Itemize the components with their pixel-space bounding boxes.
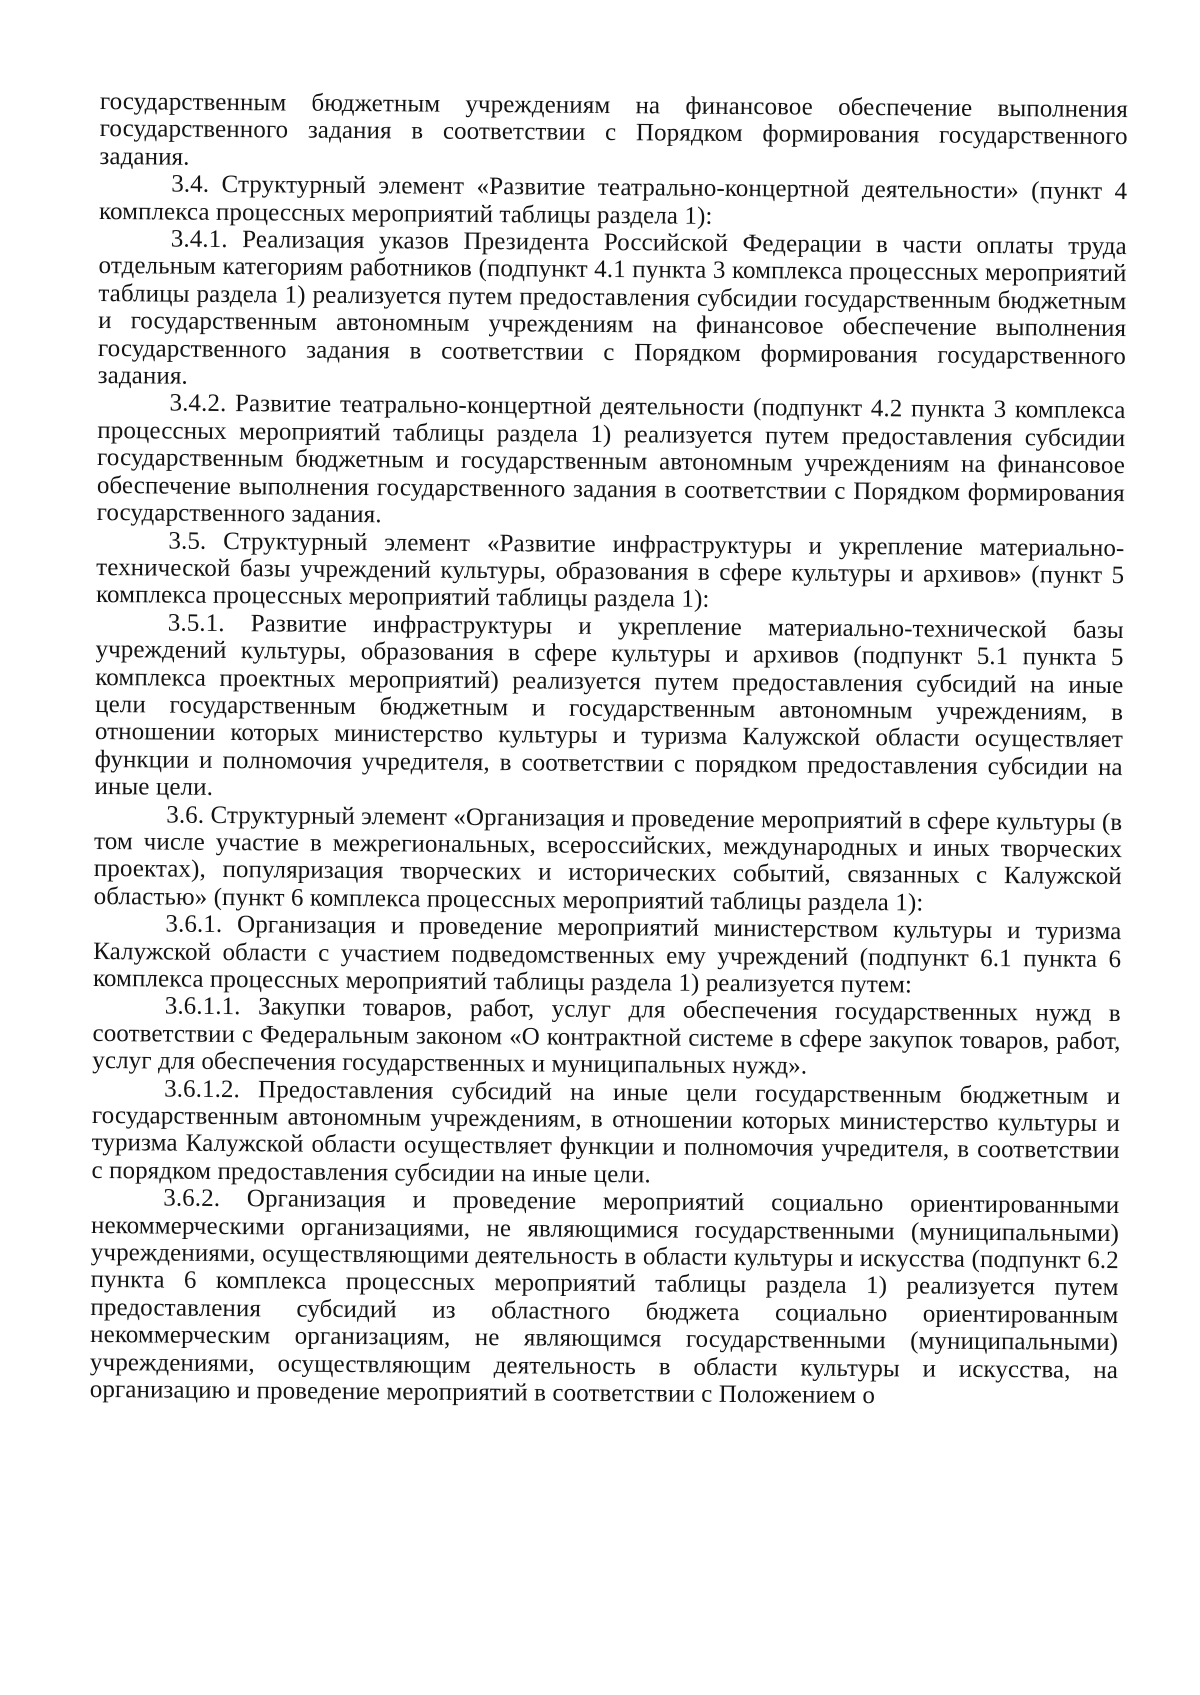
paragraph-3-4: 3.4. Структурный элемент «Развитие театрально-концертной деятельности» (пункт 4 комплекса процессных мероприятий таблицы раздела 1): bbox=[98, 170, 1128, 230]
paragraph-3-5-1: 3.5.1. Развитие инфраструктуры и укрепление материально-технической базы учреждений культуры, образования в сфере культуры и архивов (подпункт 5.1 пункта 5 комплекса проектных мероприятий) реализуется путем предоставления субсидий на иные цели государственным бюджетным и государственным автономным учреждениям, в отношении которых министерство культуры и туризма Калужской области осуществляет функции и полномочия учредителя, в соответствии с порядком предоставления субсидии на иные цели. bbox=[94, 609, 1124, 802]
paragraph-3-6-1-2: 3.6.1.2. Предоставления субсидий на иные цели государственным бюджетным и государственным автономным учреждениям, в отношении которых министерство культуры и туризма Калужской области осуществляет функции и полномочия учредителя, в соответствии с порядком предоставления субсидии на иные цели. bbox=[91, 1075, 1121, 1189]
paragraph-3-6-2: 3.6.2. Организация и проведение мероприятий социально ориентированными некоммерческими организациями, не являющимися государственными (муниципальными) учреждениями, осуществляющими деятельность в области культуры и искусства (подпункт 6.2 пункта 6 комплекса процессных мероприятий таблицы раздела 1) реализуется путем предоставления субсидий из областного бюджета социально ориентированным некоммерческим организациям, не являющимся государственными (муниципальными) учреждениями, осуществляющим деятельность в области культуры и искусства, на организацию и проведение мероприятий в соответствии с Положением о bbox=[89, 1184, 1120, 1410]
document-page bbox=[90, 88, 1128, 1412]
paragraph-3-6-1: 3.6.1. Организация и проведение мероприятий министерством культуры и туризма Калужской области с участием подведомственных ему учреждений (подпункт 6.1 пункта 6 комплекса процессных мероприятий таблицы раздела 1) реализуется путем: bbox=[92, 910, 1122, 999]
paragraph-3-6: 3.6. Структурный элемент «Организация и проведение мероприятий в сфере культуры (в том числе участие в межрегиональных, всероссийских, международных и иных творческих проектах), популяризация творческих и исторических событий, связанных с Калужской областью» (пункт 6 комплекса процессных мероприятий таблицы раздела 1): bbox=[93, 801, 1123, 917]
paragraph-3-4-1: 3.4.1. Реализация указов Президента Российской Федерации в части оплаты труда отдельным категориям работников (подпункт 4.1 пункта 3 комплекса процессных мероприятий таблицы раздела 1) реализуется путем предоставления субсидии государственным бюджетным и государственным автономным учреждениям на финансовое обеспечение выполнения государственного задания в соответствии с Порядком формирования государственного задания. bbox=[97, 225, 1127, 390]
paragraph-3-6-1-1: 3.6.1.1. Закупки товаров, работ, услуг для обеспечения государственных нужд в соответствии с Федеральным законом «О контрактной системе в сфере закупок товаров, работ, услуг для обеспечения государственных и муниципальных нужд». bbox=[92, 992, 1121, 1080]
paragraph-continuation: государственным бюджетным учреждениям на финансовое обеспечение выполнения государственного задания в соответствии с Порядком формирования государственного задания. bbox=[99, 88, 1128, 171]
paragraph-3-4-2: 3.4.2. Развитие театрально-концертной деятельности (подпункт 4.2 пункта 3 комплекса процессных мероприятий таблицы раздела 1) реализуется путем предоставления субсидии государственным бюджетным и государственным автономным учреждениям на финансовое обеспечение выполнения государственного задания в соответствии с Порядком формирования государственного задания. bbox=[96, 390, 1126, 529]
paragraph-3-5: 3.5. Структурный элемент «Развитие инфраструктуры и укрепление материально-технической базы учреждений культуры, образования в сфере культуры и архивов» (пункт 5 комплекса процессных мероприятий таблицы раздела 1): bbox=[95, 527, 1125, 614]
